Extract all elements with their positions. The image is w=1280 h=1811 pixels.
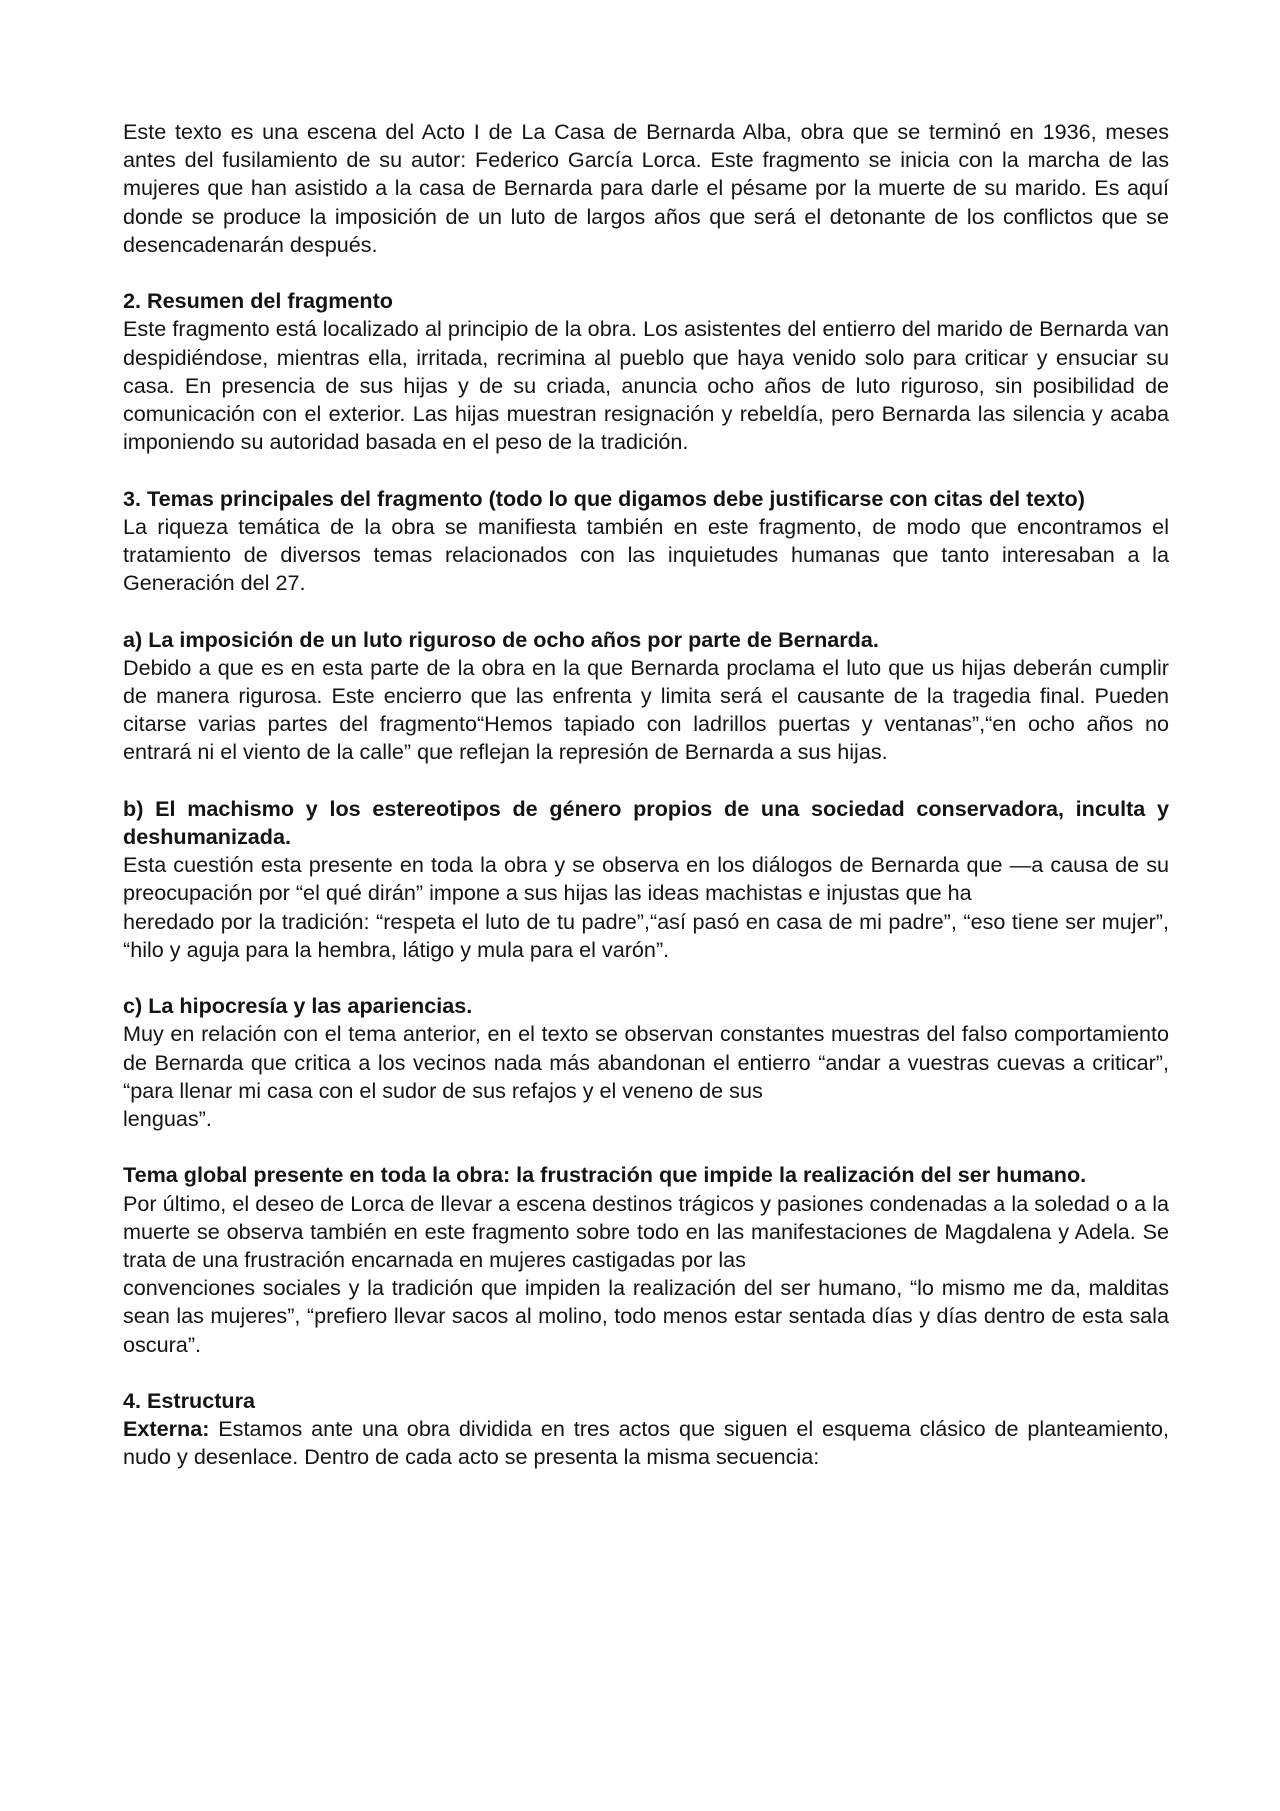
summary-body: Este fragmento está localizado al principio de la obra. Los asistentes del entierro del marido de Bernarda van despidiéndose, mientras ella, irritada, recrimina al pueblo que haya venido solo para criticar y ensuciar su casa. En presencia de sus hijas y de su criada, anuncia ocho años de luto riguroso, sin posibilidad de comunicación con el exterior. Las hijas muestran resignación y rebeldía, pero Bernarda las silencia y acaba imponiendo su autoridad basada en el peso de la tradición. — [123, 316, 1169, 455]
section-summary — [123, 287, 1169, 456]
themes-heading: 3. Temas principales del fragmento (todo lo que digamos debe justificarse con citas del texto) — [123, 485, 1085, 511]
global-theme-heading: Tema global presente en toda la obra: la frustración que impide la realización del ser humano. — [123, 1162, 1087, 1188]
theme-b-heading: b) El machismo y los estereotipos de género propios de una sociedad conservadora, inculta y deshumanizada. — [123, 795, 1169, 850]
theme-c — [123, 992, 1169, 1133]
theme-b-body-2: heredado por la tradición: “respeta el luto de tu padre”,“así pasó en casa de mi padre”, “eso tiene ser mujer”, “hilo y aguja para la hembra, látigo y mula para el varón”. — [123, 908, 1169, 962]
theme-b-body-1: Esta cuestión esta presente en toda la obra y se observa en los diálogos de Bernarda que —a causa de su preocupación por “el qué dirán” impone a sus hijas las ideas machistas e injustas que ha — [123, 852, 1169, 906]
global-theme-body-1: Por último, el deseo de Lorca de llevar a escena destinos trágicos y pasiones condenadas a la soledad o a la muerte se observa también en este fragmento sobre todo en las manifestaciones de Magdalena y Adela. Se trata de una frustración encarnada en mujeres castigadas por las — [123, 1190, 1169, 1273]
global-theme — [123, 1161, 1169, 1358]
global-theme-body-2: convenciones sociales y la tradición que impiden la realización del ser humano, “lo mismo me da, malditas sean las mujeres”, “prefiero llevar sacos al molino, todo menos estar sentada días y días dentro de esta sala oscura”. — [123, 1275, 1169, 1357]
theme-a — [123, 626, 1169, 767]
theme-c-heading: c) La hipocresía y las apariencias. — [123, 993, 473, 1019]
structure-label: Externa: — [123, 1416, 210, 1442]
intro-paragraph: Este texto es una escena del Acto I de La Casa de Bernarda Alba, obra que se terminó en 1936, meses antes del fusilamiento de su autor: Federico García Lorca. Este fragmento se inicia con la marcha de las mujeres que han asistido a la casa de Bernarda para darle el pésame por la muerte de su marido. Es aquí donde se produce la imposición de un luto de largos años que será el detonante de los conflictos que se desencadenarán después. — [123, 119, 1169, 257]
structure-heading: 4. Estructura — [123, 1388, 256, 1414]
theme-a-heading: a) La imposición de un luto riguroso de ocho años por parte de Bernarda. — [123, 626, 879, 652]
structure-text: Estamos ante una obra dividida en tres actos que siguen el esquema clásico de planteamiento, nudo y desenlace. Dentro de cada acto se presenta la misma secuencia: — [123, 1416, 1169, 1470]
themes-body: La riqueza temática de la obra se manifiesta también en este fragmento, de modo que encontramos el tratamiento de diversos temas relacionados con las inquietudes humanas que tanto interesaban a la Generación del 27. — [123, 513, 1169, 596]
document-page — [123, 118, 1169, 1500]
summary-heading: 2. Resumen del fragmento — [123, 288, 393, 314]
structure-body — [123, 1415, 1169, 1471]
theme-c-body-2: lenguas”. — [123, 1106, 212, 1132]
section-structure — [123, 1387, 1169, 1472]
theme-c-body-1: Muy en relación con el tema anterior, en el texto se observan constantes muestras del falso comportamiento de Bernarda que critica a los vecinos nada más abandonan el entierro “andar a vuestras cuevas a criticar”, “para llenar mi casa con el sudor de sus refajos y el veneno de sus — [123, 1021, 1169, 1103]
section-themes — [123, 485, 1169, 598]
theme-b — [123, 795, 1169, 964]
theme-a-body: Debido a que es en esta parte de la obra en la que Bernarda proclama el luto que us hijas deberán cumplir de manera rigurosa. Este encierro que las enfrenta y limita será el causante de la tragedia final. Pueden citarse varias partes del fragmento“Hemos tapiado con ladrillos puertas y ventanas”,“en ocho años no entrará ni el viento de la calle” que reflejan la represión de Bernarda a sus hijas. — [123, 654, 1169, 765]
